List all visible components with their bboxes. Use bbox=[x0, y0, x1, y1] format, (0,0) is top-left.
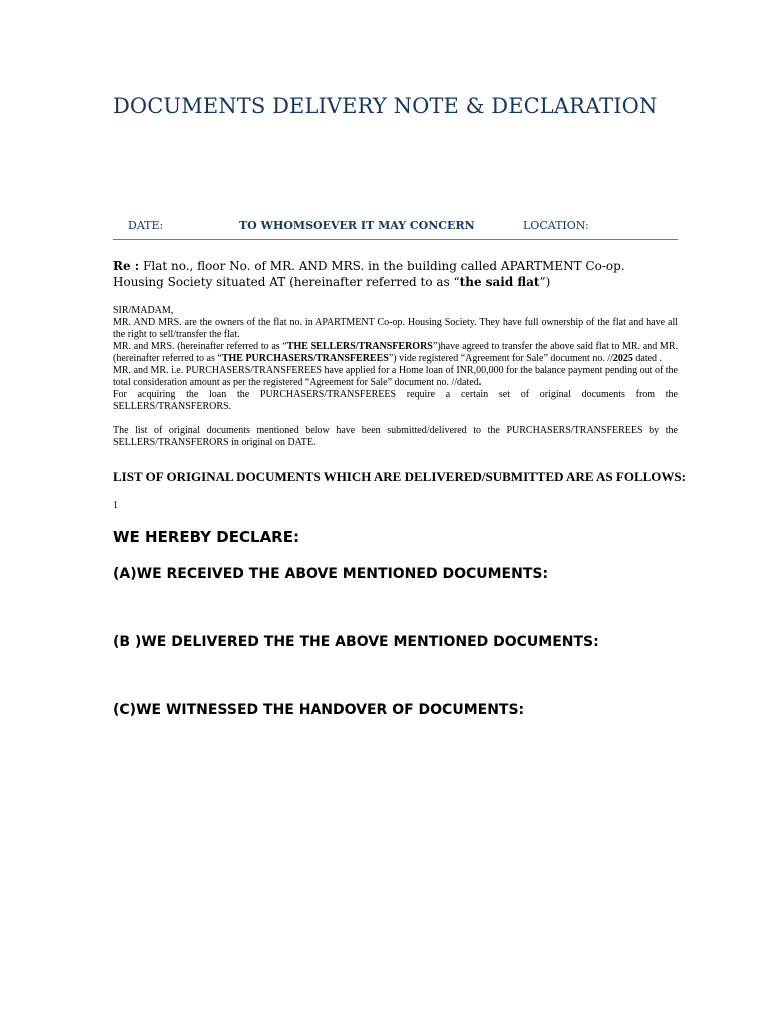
agreement-text-2: ”)have agreed to transfer the above said flat to MR. and MR. (hereinafter referred to as “ bbox=[113, 341, 678, 364]
declaration-received: (A)WE RECEIVED THE ABOVE MENTIONED DOCUMENTS: bbox=[113, 566, 549, 582]
header-row bbox=[113, 217, 678, 240]
re-text-start: Flat no., floor No. of MR. AND MRS. in the building called APARTMENT Co-op. Housing Society situated AT (hereinafter referred to as “ bbox=[113, 259, 625, 289]
sellers-term: THE SELLERS/TRANSFERORS bbox=[286, 341, 433, 352]
agreement-text-1: MR. and MRS. (hereinafter referred to as “ bbox=[113, 341, 287, 352]
ownership-paragraph: MR. AND MRS. are the owners of the flat no. in APARTMENT Co-op. Housing Society. They have full ownership of the flat and have all the right to sell/transfer the flat. bbox=[113, 317, 678, 340]
re-said-flat: the said flat bbox=[459, 275, 540, 289]
location-label: LOCATION: bbox=[523, 219, 589, 232]
loan-period: . bbox=[478, 377, 482, 388]
salutation: SIR/MADAM, bbox=[113, 305, 174, 316]
acquiring-paragraph: For acquiring the loan the PURCHASERS/TRANSFEREES require a certain set of original documents from the SELLERS/TRANSFERORS. bbox=[113, 389, 678, 412]
agreement-year: 2025 bbox=[612, 353, 633, 364]
submitted-paragraph: The list of original documents mentioned below have been submitted/delivered to the PURCHASERS/TRANSFEREES by the SELLERS/TRANSFERORS in original on DATE. bbox=[113, 425, 678, 448]
agreement-text-4: dated . bbox=[632, 353, 663, 364]
loan-paragraph bbox=[113, 365, 678, 389]
re-paragraph bbox=[113, 258, 678, 290]
agreement-text-3: ”) vide registered “Agreement for Sale” document no. // bbox=[388, 353, 613, 364]
re-text-end: ”) bbox=[539, 275, 551, 289]
re-label: Re : bbox=[113, 259, 140, 273]
declaration-delivered: (B )WE DELIVERED THE THE ABOVE MENTIONED DOCUMENTS: bbox=[113, 634, 599, 650]
concern-heading: TO WHOMSOEVER IT MAY CONCERN bbox=[239, 219, 475, 232]
purchasers-term: THE PURCHASERS/TRANSFEREES bbox=[221, 353, 389, 364]
loan-text: MR. and MR. i.e. PURCHASERS/TRANSFEREES have applied for a Home loan of INR,00,000 for the balance payment pending out of the total consideration amount as per the registered “Agreement for Sale” document no. //dated bbox=[113, 365, 678, 388]
document-title: DOCUMENTS DELIVERY NOTE & DECLARATION bbox=[113, 94, 658, 118]
body-text bbox=[113, 305, 678, 449]
agreement-paragraph bbox=[113, 341, 678, 365]
date-label: DATE: bbox=[128, 219, 164, 232]
list-item: 1 bbox=[113, 500, 118, 511]
documents-list-heading: LIST OF ORIGINAL DOCUMENTS WHICH ARE DELIVERED/SUBMITTED ARE AS FOLLOWS: bbox=[113, 469, 686, 484]
declaration-witnessed: (C)WE WITNESSED THE HANDOVER OF DOCUMENTS: bbox=[113, 702, 525, 718]
declaration-heading: WE HEREBY DECLARE: bbox=[113, 528, 299, 546]
